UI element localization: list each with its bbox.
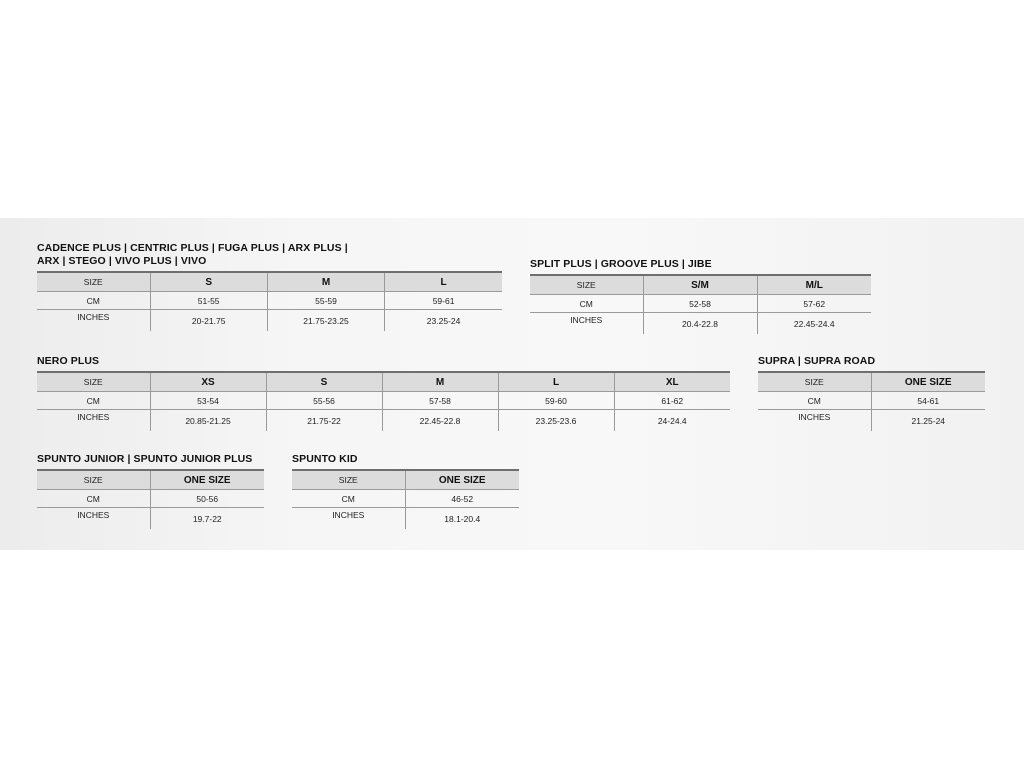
size-chart-supra-group [758,355,985,431]
cm-cell: 59-61 [385,292,502,310]
row-label-size: SIZE [758,372,871,392]
cm-cell: 57-58 [382,392,498,410]
cm-cell: 52-58 [643,295,757,313]
size-cell: ONE SIZE [871,372,985,392]
row-label-cm: CM [530,295,643,313]
inches-cell: 24-24.4 [614,410,730,432]
inches-row [530,313,871,335]
size-cell: S [266,372,382,392]
inches-cell: 23.25-24 [385,310,502,332]
chart-title-line: CADENCE PLUS | CENTRIC PLUS | FUGA PLUS | ARX PLUS | [37,242,348,254]
size-chart-split-group [530,258,871,334]
cm-cell: 53-54 [150,392,266,410]
row-label-cm: CM [292,490,405,508]
cm-row [37,490,264,508]
size-row [530,275,871,295]
size-table [530,274,871,334]
size-row [292,470,519,490]
chart-title [292,453,519,466]
size-cell: ONE SIZE [405,470,519,490]
cm-cell: 55-56 [266,392,382,410]
row-label-inches: INCHES [570,315,603,325]
size-table [758,371,985,431]
row-label-cm: CM [37,490,150,508]
size-table [37,371,730,431]
inches-cell: 21.75-22 [266,410,382,432]
row-label-size: SIZE [530,275,643,295]
inches-row [758,410,985,432]
row-label-cm: CM [758,392,871,410]
size-row [37,272,502,292]
cm-row [530,295,871,313]
inches-row [37,508,264,530]
inches-cell: 22.45-22.8 [382,410,498,432]
size-cell: S/M [643,275,757,295]
size-cell: XL [614,372,730,392]
row-label-inches: INCHES [77,412,110,422]
inches-cell: 20-21.75 [150,310,267,332]
row-label-size: SIZE [37,272,150,292]
cm-cell: 59-60 [498,392,614,410]
size-row [37,372,730,392]
row-label-cm: CM [37,392,150,410]
size-table [37,271,502,331]
size-chart-spunto-junior-group [37,453,264,529]
cm-cell: 51-55 [150,292,267,310]
row-label-inches: INCHES [77,312,110,322]
size-cell: S [150,272,267,292]
size-chart-spunto-kid-group [292,453,519,529]
row-label-inches: INCHES [332,510,365,520]
size-chart-cadence-group [37,242,502,331]
size-cell: M/L [757,275,871,295]
size-table [292,469,519,529]
inches-row [37,310,502,332]
size-cell: M [267,272,384,292]
chart-title-line: SPLIT PLUS | GROOVE PLUS | JIBE [530,258,712,270]
size-cell: L [385,272,502,292]
chart-title-line: ARX | STEGO | VIVO PLUS | VIVO [37,255,207,267]
chart-title [37,355,730,368]
cm-row [292,490,519,508]
chart-title [37,242,502,268]
inches-cell: 21.75-23.25 [267,310,384,332]
cm-cell: 50-56 [150,490,264,508]
cm-cell: 46-52 [405,490,519,508]
row-label-inches: INCHES [798,412,831,422]
inches-cell: 20.4-22.8 [643,313,757,335]
chart-title-line: SPUNTO JUNIOR | SPUNTO JUNIOR PLUS [37,453,253,465]
size-cell: XS [150,372,266,392]
inches-cell: 20.85-21.25 [150,410,266,432]
inches-cell: 19.7-22 [150,508,264,530]
inches-cell: 18.1-20.4 [405,508,519,530]
inches-cell: 23.25-23.6 [498,410,614,432]
chart-title [758,355,985,368]
row-label-cm: CM [37,292,150,310]
cm-cell: 61-62 [614,392,730,410]
size-cell: M [382,372,498,392]
row-label-size: SIZE [292,470,405,490]
size-row [37,470,264,490]
chart-title [530,258,871,271]
inches-cell: 21.25-24 [871,410,985,432]
size-cell: L [498,372,614,392]
chart-title-line: SUPRA | SUPRA ROAD [758,355,876,367]
inches-row [37,410,730,432]
chart-title-line: SPUNTO KID [292,453,358,465]
cm-cell: 57-62 [757,295,871,313]
cm-row [758,392,985,410]
cm-row [37,392,730,410]
inches-cell: 22.45-24.4 [757,313,871,335]
inches-row [292,508,519,530]
cm-cell: 54-61 [871,392,985,410]
cm-row [37,292,502,310]
chart-title-line: NERO PLUS [37,355,100,367]
chart-title [37,453,264,466]
size-chart-nero-group [37,355,730,431]
cm-cell: 55-59 [267,292,384,310]
row-label-size: SIZE [37,470,150,490]
row-label-size: SIZE [37,372,150,392]
size-row [758,372,985,392]
row-label-inches: INCHES [77,510,110,520]
size-cell: ONE SIZE [150,470,264,490]
size-table [37,469,264,529]
